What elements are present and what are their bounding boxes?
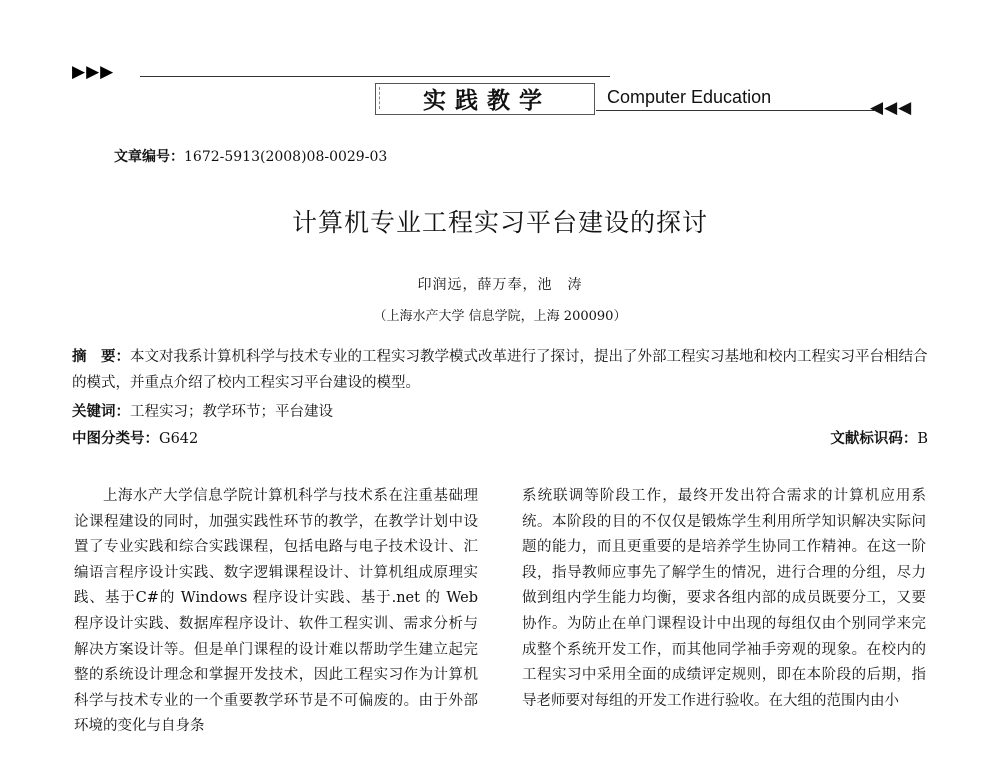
keywords-text: 工程实习；教学环节；平台建设 xyxy=(130,404,333,420)
body-left-column: 上海水产大学信息学院计算机科学与技术系在注重基础理论课程建设的同时，加强实践性环节的教学，在教学计划中设置了专业实践和综合实践课程，包括电路与电子技术设计、汇编语言程序设计实践、数字逻辑课程设计、计算机组成原理实践、基于C#的 Windows 程序设计实践、基于.net 的 Web 程序设计实践、数据库程序设计、软件工程实训、需求分析与解决方案设计等。但是单门课程的设计难以帮助学生建立起完整的系统设计理念和掌握开发技术，因此工程实习作为计算机科学与技术专业的一个重要教学环节是不可偏废的。由于外部环境的变化与自身条 xyxy=(74,488,478,735)
article-number-label: 文章编号： xyxy=(114,149,184,165)
body-right-column: 系统联调等阶段工作，最终开发出符合需求的计算机应用系统。本阶段的目的不仅仅是锻炼学生利用所学知识解决实际问题的能力，而且更重要的是培养学生协同工作精神。在这一阶段，指导教师应事先了解学生的情况，进行合理的分组，尽力做到组内学生能力均衡，要求各组内部的成员既要分工，又要协作。为防止在单门课程设计中出现的每组仅由个别同学来完成整个系统开发工作，而其他同学袖手旁观的现象。在校内的工程实习中采用全面的成绩评定规则，即在本阶段的后期，指导老师要对每组的开发工作进行验收。在大组的范围内由小 xyxy=(522,488,926,709)
keywords-label: 关键词： xyxy=(72,404,130,420)
paper-title: 计算机专业工程实习平台建设的探讨 xyxy=(291,208,708,237)
abstract-text: 本文对我系计算机科学与技术专业的工程实习教学模式改革进行了探讨，提出了外部工程实习基地和校内工程实习平台相结合的模式，并重点介绍了校内工程实习平台建设的模型。 xyxy=(72,349,928,391)
article-number-value: 1672-5913(2008)08-0029-03 xyxy=(184,149,388,165)
abstract-label: 摘 要： xyxy=(72,349,130,365)
authors: 印润远，薛万奉，池 涛 xyxy=(417,277,583,293)
section-title: 实践教学 xyxy=(423,88,551,114)
left-arrows-icon: ▶▶▶ xyxy=(72,62,115,82)
document-code-label: 文献标识码： xyxy=(830,431,918,447)
classification-number xyxy=(72,427,198,448)
header-rule-left xyxy=(140,76,610,77)
journal-english-name: Computer Education xyxy=(607,87,772,107)
header-rule-right xyxy=(596,110,874,111)
article-number xyxy=(114,146,387,166)
classification-label: 中图分类号： xyxy=(72,431,159,447)
document-code-value: B xyxy=(917,431,928,447)
keywords xyxy=(72,400,333,421)
document-code xyxy=(830,427,928,448)
abstract xyxy=(72,344,932,396)
affiliation: （上海水产大学 信息学院，上海 200090） xyxy=(373,309,627,324)
classification-value: G642 xyxy=(159,431,199,447)
right-arrows-icon: ◀◀◀ xyxy=(870,98,913,118)
